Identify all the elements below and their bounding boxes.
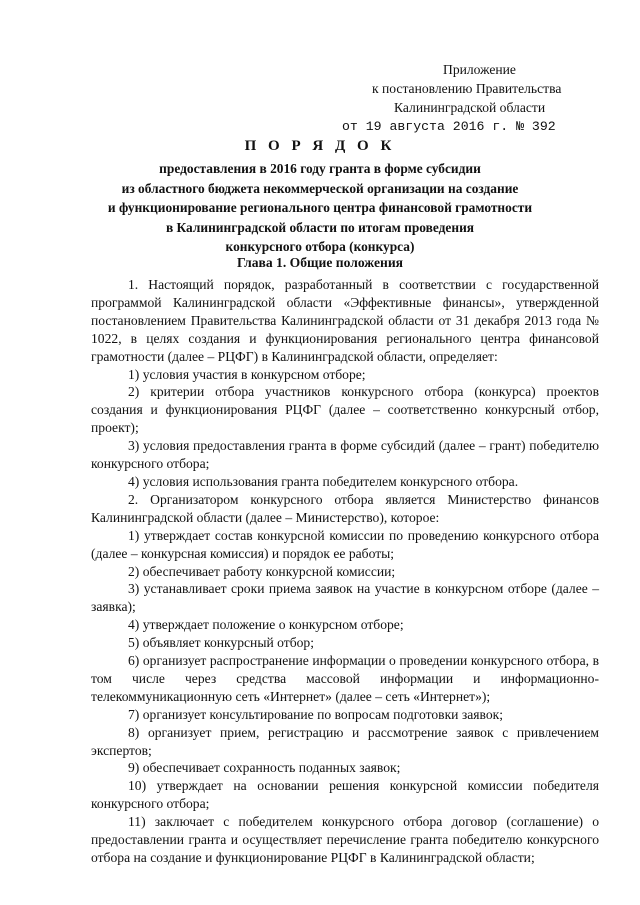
paragraph: 1. Настоящий порядок, разработанный в соответствии с государственной программой Калининградской области «Эффективные финансы», утвержденной постановлением Правительства Калининградской области от 31 декабря 2013 года № 1022, в целях создания и функционирования регионального центра финансовой грамотности (далее – РЦФГ) в Калининградской области, определяет: (91, 277, 599, 364)
subtitle-line: в Калининградской области по итогам проведения (165, 219, 475, 235)
paragraph: 11) заключает с победителем конкурсного отбора договор (соглашение) о предоставлении гранта и осуществляет перечисление гранта победителю конкурсного отбора на создание и функционирование РЦФГ в Калининградской области; (91, 814, 599, 865)
paragraph: 8) организует прием, регистрацию и рассмотрение заявок с привлечением экспертов; (91, 724, 599, 758)
appendix-date-number: от 19 августа 2016 г. № 392 (342, 119, 556, 134)
paragraph: 3) условия предоставления гранта в форме субсидий (далее – грант) победителю конкурсного отбора; (91, 438, 599, 472)
paragraph: 2) критерии отбора участников конкурсного отбора (конкурса) проектов создания и функционирования РЦФГ (далее – соответственно конкурсный отбор, проект); (91, 384, 599, 436)
document-title: П О Р Я Д О К (244, 138, 396, 154)
paragraph: 4) условия использования гранта победителем конкурсного отбора. (128, 473, 519, 489)
chapter-heading: Глава 1. Общие положения (236, 255, 404, 270)
paragraph: 6) организует распространение информации о проведении конкурсного отбора, в том числе через средства массовой информации и информационно-телекоммуникационную сеть «Интернет» (далее – сеть «Интернет»); (91, 653, 599, 704)
paragraph: 4) утверждает положение о конкурсном отборе; (128, 617, 404, 633)
document-body (91, 276, 599, 867)
subtitle-line: конкурсного отбора (конкурса) (225, 239, 415, 254)
subtitle-line: и функционирование регионального центра финансовой грамотности (107, 200, 533, 215)
paragraph: 1) условия участия в конкурсном отборе; (128, 366, 366, 382)
document-subtitle (96, 159, 544, 257)
paragraph: 1) утверждает состав конкурсной комиссии по проведению конкурсного отбора (далее – конкурсная комиссия) и порядок ее работы; (91, 527, 599, 561)
appendix-block (338, 60, 608, 136)
paragraph: 10) утверждает на основании решения конкурсной комиссии победителя конкурсного отбора; (91, 778, 599, 812)
appendix-resolution: к постановлению Правительства (372, 81, 562, 96)
paragraph: 7) организует консультирование по вопросам подготовки заявок; (128, 706, 504, 722)
subtitle-line: из областного бюджета некоммерческой организации на создание (121, 180, 519, 196)
subtitle-line: предоставления в 2016 году гранта в форме субсидии (159, 161, 481, 176)
paragraph: 2. Организатором конкурсного отбора является Министерство финансов Калининградской области (далее – Министерство), которое: (91, 491, 599, 525)
paragraph: 9) обеспечивает сохранность поданных заявок; (128, 760, 401, 776)
paragraph: 3) устанавливает сроки приема заявок на участие в конкурсном отборе (далее – заявка); (91, 581, 599, 615)
paragraph: 5) объявляет конкурсный отбор; (128, 635, 314, 651)
paragraph: 2) обеспечивает работу конкурсной комиссии; (128, 563, 396, 579)
appendix-region: Калининградской области (394, 100, 546, 115)
appendix-label: Приложение (443, 62, 516, 77)
